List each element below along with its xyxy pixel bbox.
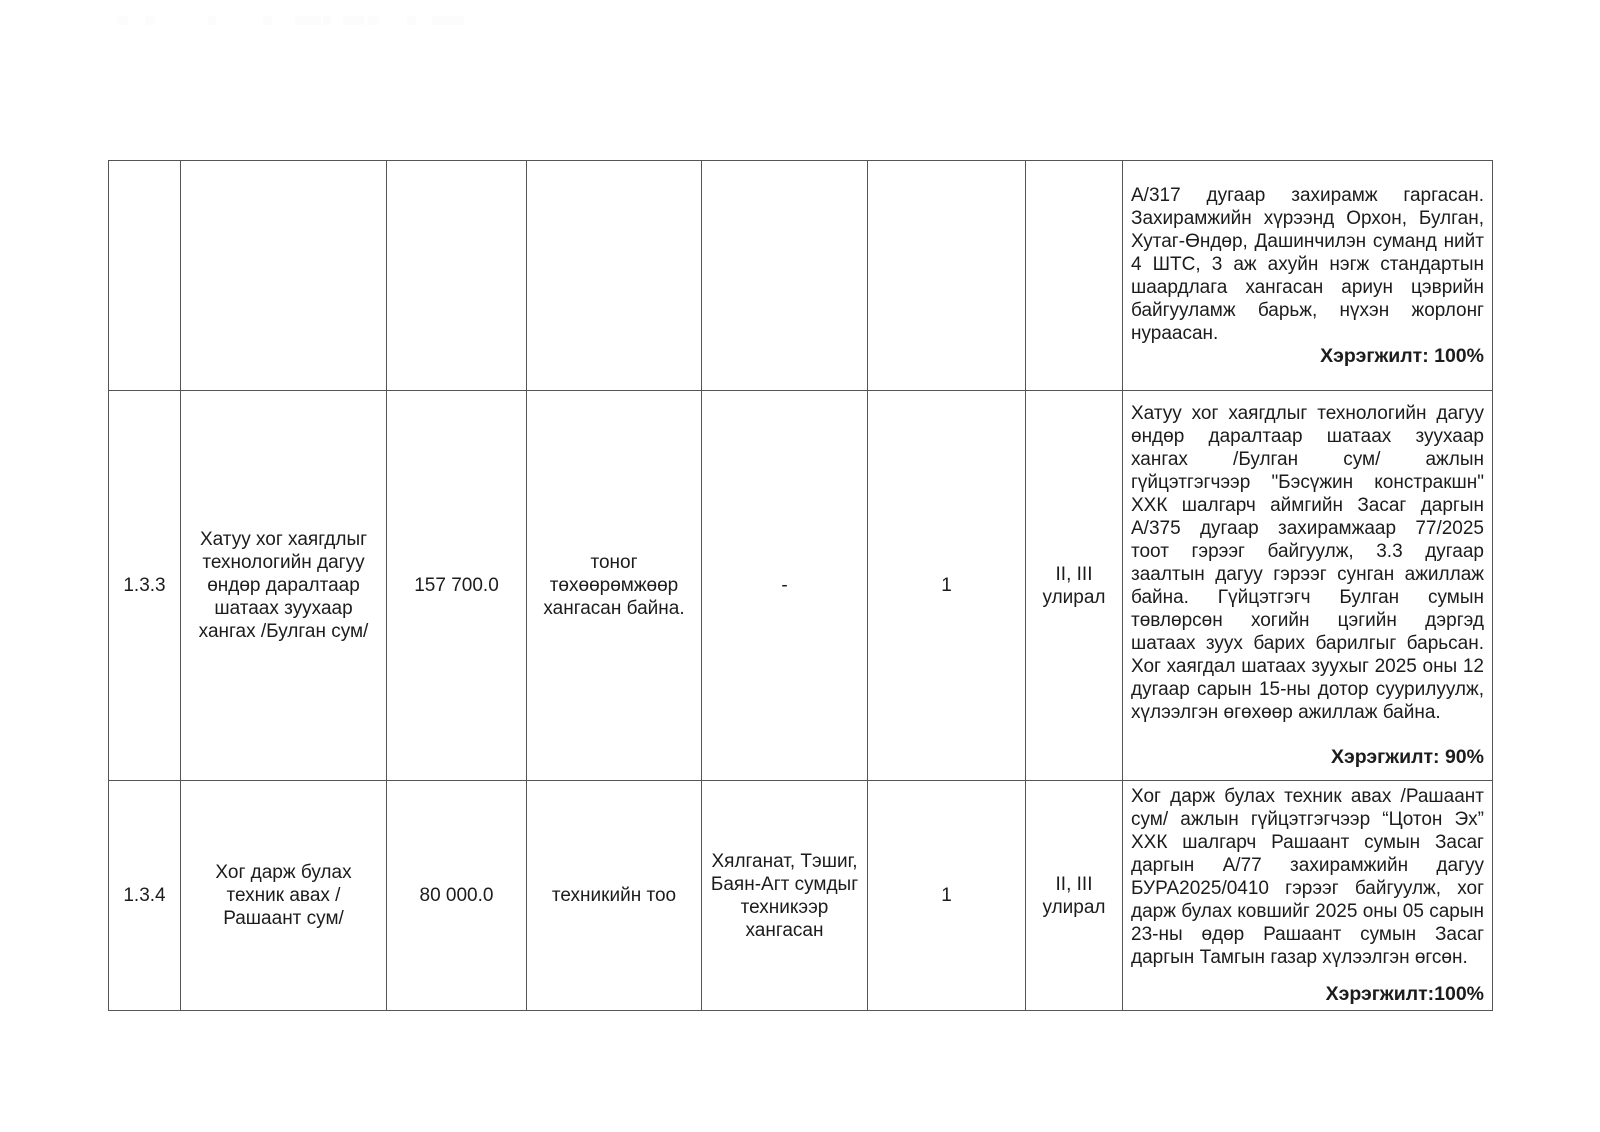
row-number-cell (109, 161, 181, 391)
result-cell (1123, 391, 1493, 781)
budget-cell: 80 000.0 (387, 781, 527, 1011)
task-cell (181, 161, 387, 391)
grade-text: Хэрэгжилт:100% (1325, 983, 1484, 1005)
table-row (109, 391, 1493, 781)
budget-cell (387, 161, 527, 391)
count-cell: 1 (868, 391, 1026, 781)
faint-mark (208, 16, 216, 25)
result-cell (1123, 781, 1493, 1011)
implementation-report-table (108, 160, 1493, 1011)
result-text: Хатуу хог хаягдлыг технологийн дагуу өндөр даралтаар шатаах зуухаар хангах /Булган сум/ ажлын гүйцэтгэгчээр "Бэсүжин констракшн" ХХК шалгарч аймгийн Засаг даргын А/375 дугаар захирамжаар 77/2025 тоот гэрээг байгуулж, 3.3 дугаар заалтын дагуу гэрээг сунган ажиллаж байна. Гүйцэтгэгч Булган сумын төвлөрсөн хогийн цэгийн дэргэд шатаах зуух барих барилгыг барьсан. Хог хаягдал шатаах зуухыг 2025 оны 12 дугаар сарын 15-ны дотор суурилуулж, хүлээлгэн өгөхөөр ажиллаж байна. (1131, 403, 1484, 723)
result-cell (1123, 161, 1493, 391)
table-row (109, 781, 1493, 1011)
faint-mark (295, 16, 321, 25)
quarter-cell: II, III улирал (1026, 391, 1123, 781)
count-cell (868, 161, 1026, 391)
indicator-cell (527, 161, 702, 391)
faint-mark (407, 16, 416, 25)
table-row (109, 161, 1493, 391)
count-cell: 1 (868, 781, 1026, 1011)
faint-mark (343, 16, 364, 25)
row-number-cell: 1.3.3 (109, 391, 181, 781)
task-cell: Хатуу хог хаягдлыг технологийн дагуу өндөр даралтаар шатаах зуухаар хангах /Булган сум/ (181, 391, 387, 781)
faint-mark (118, 16, 128, 25)
row-number-cell: 1.3.4 (109, 781, 181, 1011)
faint-mark (432, 16, 464, 25)
result-text: А/317 дугаар захирамж гаргасан. Захирамжийн хүрээнд Орхон, Булган, Хутаг-Өндөр, Дашинчилэн суманд нийт 4 ШТС, 3 аж ахуйн нэгж стандартын шаардлага хангасан ариун цэврийн байгууламж барьж, нүхэн жорлонг нураасан. (1131, 184, 1484, 344)
target-cell: Хялганат, Тэшиг, Баян-Агт сумдыг техникээр хангасан (702, 781, 868, 1011)
target-cell (702, 161, 868, 391)
task-cell: Хог дарж булах техник авах /Рашаант сум/ (181, 781, 387, 1011)
quarter-cell: II, III улирал (1026, 781, 1123, 1011)
indicator-cell: тоног төхөөрөмжөөр хангасан байна. (527, 391, 702, 781)
grade-text: Хэрэгжилт: 90% (1330, 746, 1484, 768)
faint-mark (263, 16, 272, 25)
quarter-cell (1026, 161, 1123, 391)
faint-mark (368, 16, 378, 25)
result-text: Хог дарж булах техник авах /Рашаант сум/ ажлын гүйцэтгэгчээр “Цотон Эх” ХХК шалгарч Рашаант сумын Засаг даргын А/77 захирамжийн дагуу БУРА2025/0410 гэрээг байгуулж, хог дарж булах ковшийг 2025 оны 05 сарын 23-ны өдөр Рашаант сумын Засаг даргын Тамгын газар хүлээлгэн өгсөн. (1131, 786, 1484, 968)
faint-mark (145, 16, 154, 25)
indicator-cell: техникийн тоо (527, 781, 702, 1011)
budget-cell: 157 700.0 (387, 391, 527, 781)
target-cell: - (702, 391, 868, 781)
faint-mark (323, 16, 331, 25)
grade-text: Хэрэгжилт: 100% (1320, 344, 1484, 367)
